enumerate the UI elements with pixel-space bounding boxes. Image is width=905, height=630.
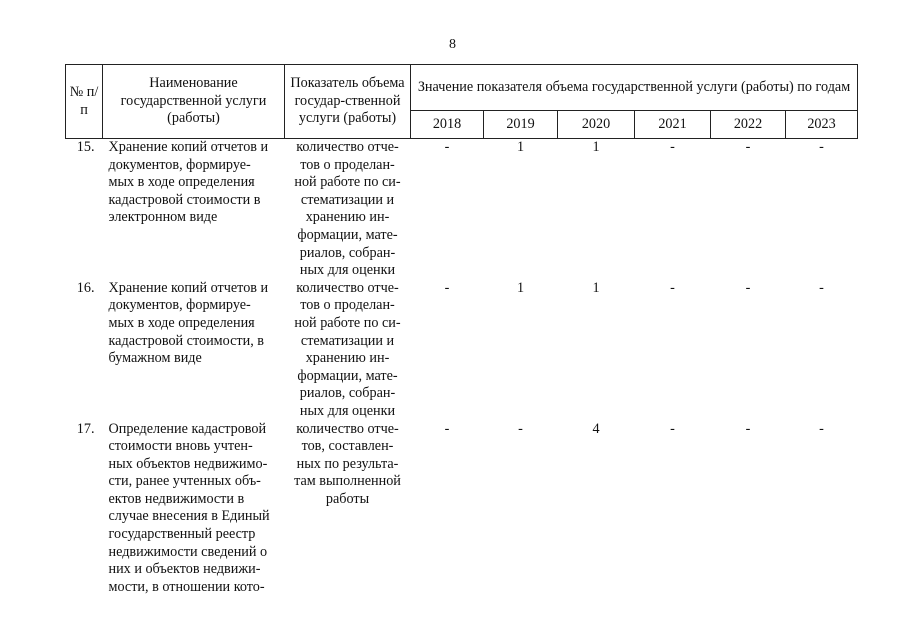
header-year: 2021 [635, 111, 711, 139]
year-value: - [444, 139, 450, 155]
header-year: 2018 [411, 111, 484, 139]
header-indicator: Показатель объема государ-ственной услуги (работы) [285, 65, 411, 139]
year-value: - [670, 139, 675, 155]
header-year: 2023 [786, 111, 858, 139]
indicator-line: тов о проделан- [300, 297, 395, 314]
service-name-line: мых в ходе определения [108, 314, 255, 331]
service-name-line: Определение кадастровой [108, 420, 267, 437]
year-value: 1 [516, 279, 525, 296]
indicator-line: ных по результа- [296, 455, 399, 472]
year-value: - [444, 279, 450, 296]
year-value: 1 [516, 139, 525, 155]
indicator-line: ной работе по си- [294, 174, 401, 191]
year-value: - [745, 420, 751, 437]
year-value: - [745, 139, 751, 155]
indicator-line: хранению ин- [305, 209, 390, 226]
indicator-line: количество отче- [296, 279, 399, 296]
service-name-line: мости, в отношении кото- [108, 578, 265, 595]
indicator-line: стематизации и [300, 191, 395, 208]
year-value: - [518, 420, 523, 437]
year-value: - [819, 279, 824, 296]
indicator-line: количество отче- [296, 420, 399, 437]
indicator-line: формации, мате- [297, 226, 398, 243]
service-name-line: сти, ранее учтенных объ- [108, 473, 261, 490]
indicator-line: формации, мате- [297, 367, 398, 384]
year-value: 4 [592, 420, 600, 437]
indicator-line: тов о проделан- [300, 156, 395, 173]
service-name-line: кадастровой стоимости в [108, 191, 261, 208]
indicator [285, 280, 411, 421]
year-value: - [670, 279, 675, 296]
header-service-name: Наименование государственной услуги (работы) [103, 65, 285, 139]
page-number: 8 [449, 37, 456, 52]
indicator-line: риалов, собран- [299, 385, 396, 402]
indicator [285, 421, 411, 603]
indicator-line: там выполненной [294, 473, 401, 490]
service-name-line: ектов недвижимости в [108, 490, 245, 507]
year-value: - [745, 279, 751, 296]
header-values-by-year: Значение показателя объема государственной услуги (работы) по годам [411, 65, 858, 111]
service-name-line: стоимости вновь учтен- [108, 438, 253, 455]
year-value: - [444, 420, 450, 437]
service-name [103, 139, 285, 280]
indicator-line: работы [325, 490, 370, 507]
service-name [103, 280, 285, 421]
service-name-line: документов, формируе- [108, 297, 251, 314]
service-name-line: случае внесения в Единый [108, 508, 270, 525]
year-value: - [819, 139, 824, 155]
year-value: - [670, 420, 675, 437]
header-year: 2022 [711, 111, 786, 139]
indicator [285, 139, 411, 280]
service-name-line: электронном виде [108, 209, 218, 226]
indicator-line: ных для оценки [299, 402, 396, 419]
row-number: 15. [76, 139, 95, 155]
service-name-line: мых в ходе определения [108, 174, 255, 191]
indicator-line: ной работе по си- [294, 314, 401, 331]
table-row [66, 421, 858, 603]
service-name-line: них и объектов недвижи- [108, 561, 261, 578]
year-value: 1 [592, 139, 600, 155]
services-table [65, 64, 858, 602]
indicator-line: хранению ин- [305, 350, 390, 367]
indicator-line: количество отче- [296, 139, 399, 155]
header-year: 2020 [558, 111, 635, 139]
service-name-line: Хранение копий отчетов и [108, 139, 269, 155]
service-name-line: государственный реестр [108, 526, 256, 543]
table-row [66, 139, 858, 280]
service-name-line: документов, формируе- [108, 156, 251, 173]
table-row [66, 280, 858, 421]
year-value: - [819, 420, 824, 437]
service-name [103, 421, 285, 603]
row-number: 17. [76, 420, 95, 437]
header-number: № п/п [66, 65, 103, 139]
service-name-line: недвижимости сведений о [108, 543, 268, 560]
indicator-line: ных для оценки [299, 262, 396, 279]
service-name-line: Хранение копий отчетов и [108, 279, 269, 296]
year-value: 1 [592, 279, 600, 296]
indicator-line: стематизации и [300, 332, 395, 349]
service-name-line: кадастровой стоимости, в [108, 332, 264, 349]
indicator-line: риалов, собран- [299, 244, 396, 261]
service-name-line: бумажном виде [108, 350, 202, 367]
indicator-line: тов, составлен- [301, 438, 394, 455]
row-number: 16. [76, 279, 95, 296]
service-name-line: ных объектов недвижимо- [108, 455, 268, 472]
header-year: 2019 [484, 111, 558, 139]
